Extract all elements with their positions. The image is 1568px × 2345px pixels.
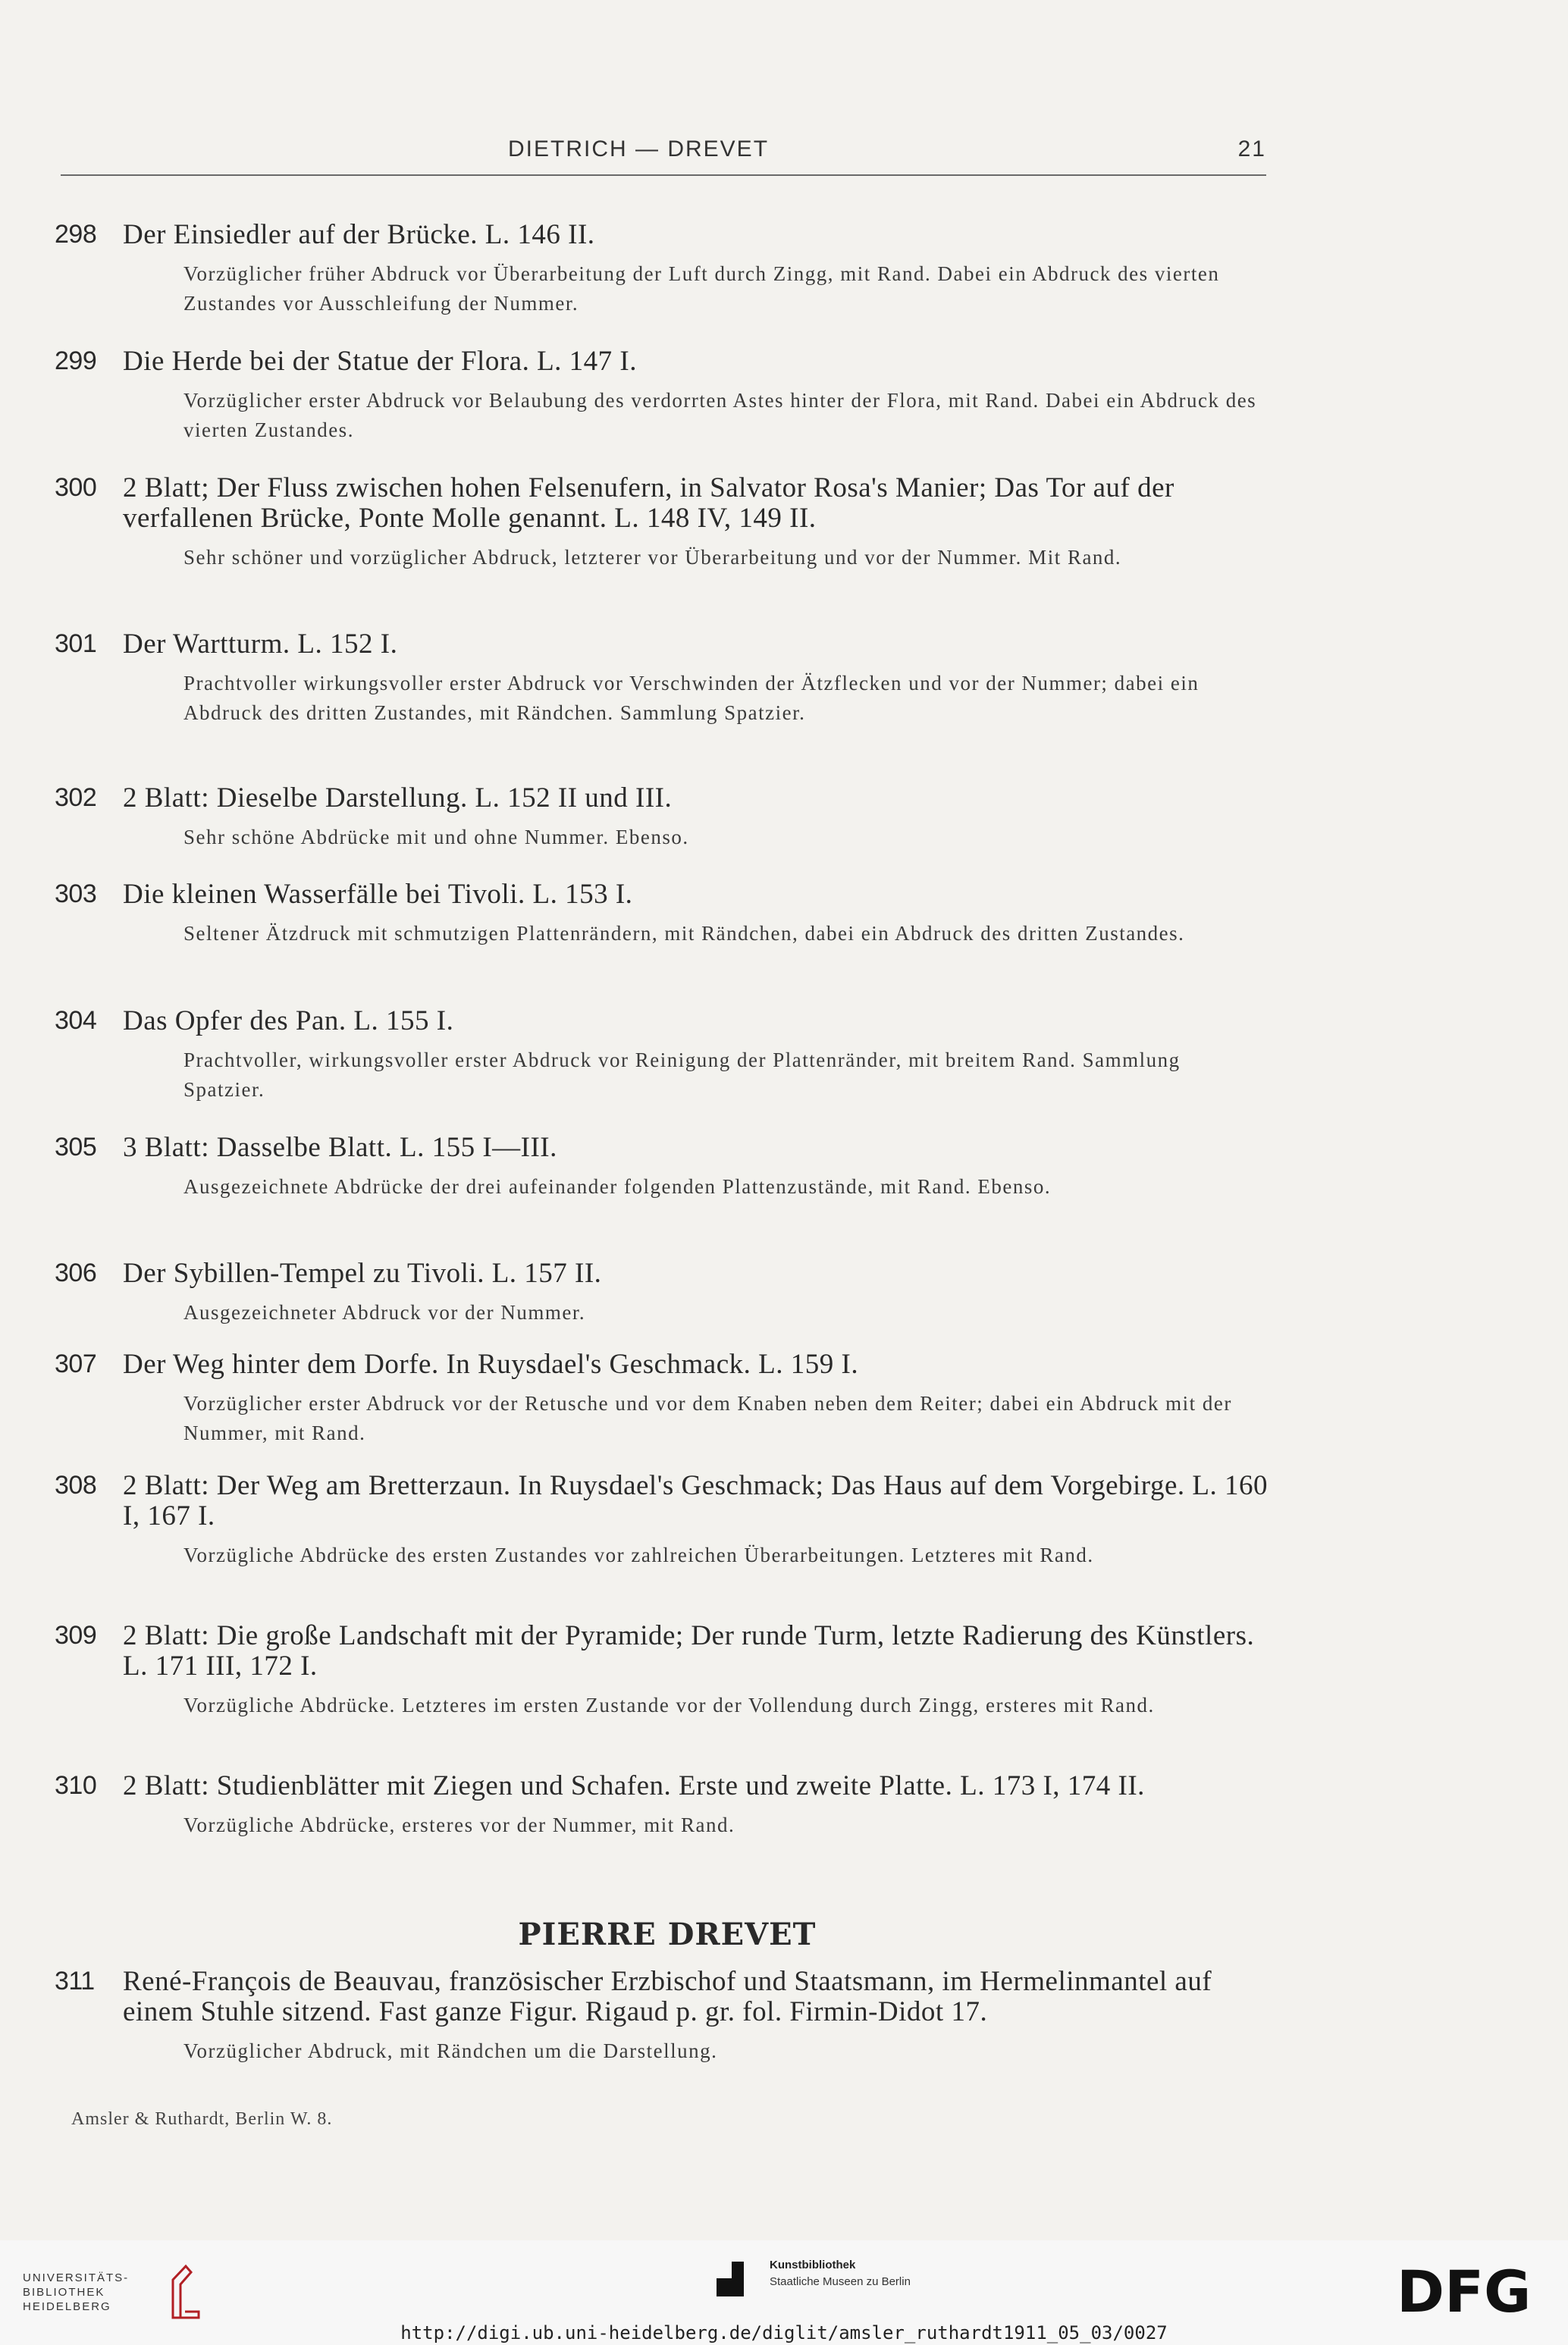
catalog-entry [55, 1771, 1268, 1840]
entry-description: Prachtvoller wirkungsvoller erster Abdruck vor Verschwinden der Ätzflecken und vor der Nummer; dabei ein Abdruck des dritten Zustandes, mit Rändchen. Sammlung Spatzier. [183, 672, 1200, 724]
section-heading: PIERRE DREVET [518, 1917, 817, 1952]
entry-description: Sehr schöne Abdrücke mit und ohne Nummer. Ebenso. [183, 826, 689, 848]
entry-title: 2 Blatt: Der Weg am Bretterzaun. In Ruysdael's Geschmack; Das Haus auf dem Vorgebirge. L. 160 I, 167 I. [123, 1470, 1268, 1531]
catalog-entry [55, 346, 1268, 445]
entry-title: René-François de Beauvau, französischer Erzbischof und Staatsmann, im Hermelinmantel auf einem Stuhle sitzend. Fast ganze Figur. Rigaud p. gr. fol. Firmin-Didot 17. [123, 1966, 1212, 2027]
university-line: UNIVERSITÄTS- [23, 2271, 130, 2284]
kunstbibliothek-logo[interactable] [717, 2256, 1020, 2316]
entry-description: Vorzüglicher erster Abdruck vor der Retusche und vor dem Knaben neben dem Reiter; dabei ein Abdruck mit der Nummer, mit Rand. [183, 1392, 1232, 1444]
entry-number: 300 [55, 473, 97, 502]
catalog-entry [55, 473, 1268, 572]
entry-description: Ausgezeichneter Abdruck vor der Nummer. [183, 1301, 586, 1324]
entry-description: Prachtvoller, wirkungsvoller erster Abdruck vor Reinigung der Plattenränder, mit breitem Rand. Sammlung Spatzier. [183, 1049, 1181, 1101]
entry-number: 305 [55, 1133, 97, 1162]
publisher-imprint: Amsler & Ruthardt, Berlin W. 8. [71, 2109, 333, 2129]
catalog-entry [55, 879, 1268, 948]
entry-title: Die Herde bei der Statue der Flora. L. 147 I. [123, 346, 638, 377]
entry-description: Vorzüglicher erster Abdruck vor Belaubung des verdorrten Astes hinter der Flora, mit Rand. Dabei ein Abdruck des vierten Zustandes. [183, 389, 1257, 441]
catalog-entry [55, 629, 1268, 728]
entry-title: 2 Blatt: Dieselbe Darstellung. L. 152 II und III. [123, 782, 673, 814]
entry-number: 308 [55, 1471, 97, 1500]
entry-number: 311 [55, 1967, 95, 1995]
university-emblem-icon [159, 2262, 205, 2322]
catalog-entry [55, 1471, 1268, 1570]
catalog-entry [55, 220, 1268, 318]
entry-title: Der Wartturm. L. 152 I. [123, 629, 398, 660]
entry-description: Vorzüglicher Abdruck, mit Rändchen um die Darstellung. [183, 2039, 718, 2062]
running-head-title: DIETRICH — DREVET [508, 136, 770, 161]
university-line: BIBLIOTHEK [23, 2286, 105, 2299]
entry-title: 2 Blatt; Der Fluss zwischen hohen Felsenufern, in Salvator Rosa's Manier; Das Tor auf der verfallenen Brücke, Ponte Molle genannt. L. 148 IV, 149 II. [123, 472, 1174, 534]
permalink-url[interactable]: http://digi.ub.uni-heidelberg.de/diglit/amsler_ruthardt1911_05_03/0027 [400, 2322, 1168, 2343]
catalog-entry [55, 1350, 1268, 1448]
dfg-logo[interactable] [1397, 2265, 1548, 2318]
entry-number: 309 [55, 1621, 97, 1650]
library-name: Kunstbibliothek [770, 2259, 856, 2271]
entry-number: 298 [55, 220, 97, 249]
entry-title: Der Weg hinter dem Dorfe. In Ruysdael's Geschmack. L. 159 I. [123, 1349, 859, 1380]
university-library-logo[interactable] [23, 2256, 197, 2328]
catalog-entry [55, 1259, 1268, 1328]
entry-number: 306 [55, 1259, 97, 1287]
entry-title: Das Opfer des Pan. L. 155 I. [123, 1005, 454, 1036]
university-line: HEIDELBERG [23, 2300, 111, 2313]
university-name [23, 2271, 129, 2314]
entry-description: Ausgezeichnete Abdrücke der drei aufeinander folgenden Plattenzustände, mit Rand. Ebenso. [183, 1175, 1052, 1198]
entry-title: Die kleinen Wasserfälle bei Tivoli. L. 153 I. [123, 879, 633, 910]
catalog-entry [55, 1133, 1268, 1202]
library-subtitle: Staatliche Museen zu Berlin [770, 2275, 911, 2288]
entry-title: Der Einsiedler auf der Brücke. L. 146 II. [123, 219, 595, 250]
entry-description: Vorzügliche Abdrücke des ersten Zustandes vor zahlreichen Überarbeitungen. Letzteres mit Rand. [183, 1544, 1094, 1566]
entry-title: 2 Blatt: Die große Landschaft mit der Pyramide; Der runde Turm, letzte Radierung des Künstlers. L. 171 III, 172 I. [123, 1620, 1255, 1682]
entry-title: 2 Blatt: Studienblätter mit Ziegen und Schafen. Erste und zweite Platte. L. 173 I, 174 II. [123, 1770, 1145, 1801]
catalog-entry [55, 1967, 1268, 2066]
entry-title: 3 Blatt: Dasselbe Blatt. L. 155 I—III. [123, 1132, 557, 1163]
entry-title: Der Sybillen-Tempel zu Tivoli. L. 157 II. [123, 1258, 602, 1289]
entry-number: 302 [55, 783, 97, 812]
page-number: 21 [1237, 136, 1266, 161]
entry-number: 299 [55, 346, 97, 375]
entry-description: Vorzügliche Abdrücke. Letzteres im ersten Zustande vor der Vollendung durch Zingg, ersteres mit Rand. [183, 1694, 1155, 1716]
catalog-entry [55, 1006, 1268, 1105]
entry-description: Sehr schöner und vorzüglicher Abdruck, letzterer vor Überarbeitung und vor der Nummer. Mit Rand. [183, 546, 1122, 569]
entry-number: 303 [55, 879, 97, 908]
kunstbibliothek-emblem-icon [717, 2262, 744, 2296]
entry-description: Vorzügliche Abdrücke, ersteres vor der Nummer, mit Rand. [183, 1814, 735, 1836]
entry-number: 310 [55, 1771, 97, 1800]
entry-description: Vorzüglicher früher Abdruck vor Überarbeitung der Luft durch Zingg, mit Rand. Dabei ein Abdruck des vierten Zustandes vor Ausschleifung der Nummer. [183, 262, 1220, 315]
viewer-footer [0, 2240, 1568, 2345]
dfg-label: DFG [1397, 2265, 1532, 2318]
running-head [61, 136, 1266, 176]
entry-description: Seltener Ätzdruck mit schmutzigen Plattenrändern, mit Rändchen, dabei ein Abdruck des dritten Zustandes. [183, 922, 1185, 945]
catalog-entry [55, 783, 1268, 852]
entry-number: 301 [55, 629, 97, 658]
catalog-entry [55, 1621, 1268, 1720]
entry-number: 307 [55, 1350, 97, 1378]
entry-number: 304 [55, 1006, 97, 1035]
